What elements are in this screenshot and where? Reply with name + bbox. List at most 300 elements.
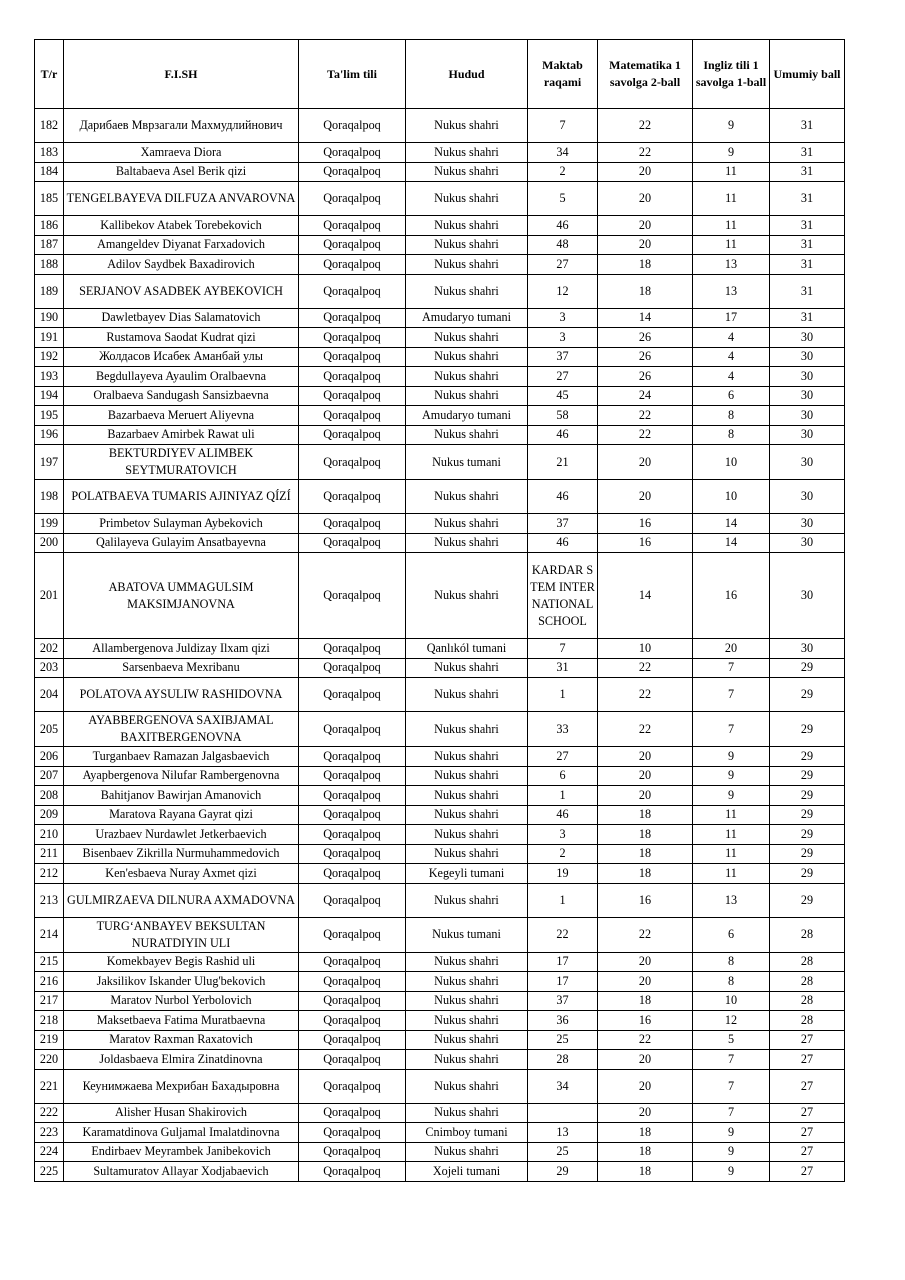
school-cell: 3 — [528, 328, 598, 348]
name-cell: Bazarbaev Amirbek Rawat uli — [64, 425, 299, 445]
total-score-cell: 27 — [770, 1162, 845, 1182]
total-score-cell: 31 — [770, 274, 845, 308]
row-number-cell: 203 — [35, 658, 64, 678]
total-score-cell: 30 — [770, 639, 845, 659]
name-cell: Bisenbaev Zikrilla Nurmuhammedovich — [64, 844, 299, 864]
row-number-cell: 219 — [35, 1030, 64, 1050]
school-cell: 13 — [528, 1123, 598, 1143]
math-score-cell: 18 — [598, 991, 693, 1011]
table-row — [35, 533, 845, 553]
name-cell: Xamraeva Diora — [64, 143, 299, 163]
language-cell: Qoraqalpoq — [299, 182, 406, 216]
table-row — [35, 347, 845, 367]
english-score-cell: 9 — [693, 747, 770, 767]
math-score-cell: 22 — [598, 658, 693, 678]
row-number-cell: 197 — [35, 445, 64, 480]
english-score-cell: 14 — [693, 533, 770, 553]
row-number-cell: 222 — [35, 1103, 64, 1123]
table-row — [35, 1030, 845, 1050]
school-cell: 34 — [528, 143, 598, 163]
english-score-cell: 11 — [693, 844, 770, 864]
total-score-cell: 29 — [770, 883, 845, 917]
english-score-cell: 8 — [693, 952, 770, 972]
school-cell: 37 — [528, 514, 598, 534]
table-row — [35, 328, 845, 348]
english-score-cell: 13 — [693, 255, 770, 275]
language-cell: Qoraqalpoq — [299, 235, 406, 255]
table-row — [35, 972, 845, 992]
name-cell: Jaksilikov Iskander Ulug'bekovich — [64, 972, 299, 992]
language-cell: Qoraqalpoq — [299, 425, 406, 445]
row-number-cell: 210 — [35, 825, 64, 845]
math-score-cell: 18 — [598, 864, 693, 884]
language-cell: Qoraqalpoq — [299, 952, 406, 972]
english-score-cell: 12 — [693, 1011, 770, 1031]
school-cell: 27 — [528, 255, 598, 275]
language-cell: Qoraqalpoq — [299, 533, 406, 553]
total-score-cell: 30 — [770, 480, 845, 514]
language-cell: Qoraqalpoq — [299, 162, 406, 182]
table-header — [35, 40, 845, 109]
school-cell: 45 — [528, 386, 598, 406]
table-row — [35, 917, 845, 952]
region-cell: Nukus shahri — [406, 109, 528, 143]
row-number-cell: 195 — [35, 406, 64, 426]
math-score-cell: 18 — [598, 1162, 693, 1182]
total-score-cell: 31 — [770, 255, 845, 275]
total-score-cell: 31 — [770, 182, 845, 216]
table-row — [35, 1103, 845, 1123]
school-cell: 21 — [528, 445, 598, 480]
region-cell: Nukus shahri — [406, 658, 528, 678]
region-cell: Nukus shahri — [406, 786, 528, 806]
english-score-cell: 9 — [693, 1162, 770, 1182]
region-cell: Qanlıkól tumani — [406, 639, 528, 659]
name-cell: TENGELBAYEVA DILFUZA ANVAROVNA — [64, 182, 299, 216]
region-cell: Nukus shahri — [406, 712, 528, 747]
school-cell: 7 — [528, 639, 598, 659]
name-cell: AYABBERGENOVA SAXIBJAMAL BAXITBERGENOVNA — [64, 712, 299, 747]
math-score-cell: 20 — [598, 1050, 693, 1070]
language-cell: Qoraqalpoq — [299, 216, 406, 236]
math-score-cell: 20 — [598, 1069, 693, 1103]
total-score-cell: 28 — [770, 991, 845, 1011]
school-cell: 22 — [528, 917, 598, 952]
table-row — [35, 274, 845, 308]
table-row — [35, 1123, 845, 1143]
region-cell: Xojeli tumani — [406, 1162, 528, 1182]
english-score-cell: 8 — [693, 406, 770, 426]
language-cell: Qoraqalpoq — [299, 1103, 406, 1123]
row-number-cell: 225 — [35, 1162, 64, 1182]
english-score-cell: 7 — [693, 1069, 770, 1103]
row-number-cell: 224 — [35, 1142, 64, 1162]
total-score-cell: 27 — [770, 1103, 845, 1123]
school-cell: 46 — [528, 533, 598, 553]
row-number-cell: 190 — [35, 308, 64, 328]
language-cell: Qoraqalpoq — [299, 972, 406, 992]
language-cell: Qoraqalpoq — [299, 786, 406, 806]
language-cell: Qoraqalpoq — [299, 991, 406, 1011]
english-score-cell: 20 — [693, 639, 770, 659]
table-row — [35, 216, 845, 236]
english-score-cell: 9 — [693, 109, 770, 143]
region-cell: Nukus shahri — [406, 255, 528, 275]
table-row — [35, 367, 845, 387]
language-cell: Qoraqalpoq — [299, 1030, 406, 1050]
name-cell: BEKTURDIYEV ALIMBEK SEYTMURATOVICH — [64, 445, 299, 480]
name-cell: Komekbayev Begis Rashid uli — [64, 952, 299, 972]
total-score-cell: 29 — [770, 864, 845, 884]
row-number-cell: 198 — [35, 480, 64, 514]
math-score-cell: 10 — [598, 639, 693, 659]
language-cell: Qoraqalpoq — [299, 308, 406, 328]
math-score-cell: 24 — [598, 386, 693, 406]
name-cell: Maratov Nurbol Yerbolovich — [64, 991, 299, 1011]
table-row — [35, 844, 845, 864]
region-cell: Nukus shahri — [406, 182, 528, 216]
school-cell: 2 — [528, 162, 598, 182]
english-score-cell: 17 — [693, 308, 770, 328]
language-cell: Qoraqalpoq — [299, 747, 406, 767]
region-cell: Nukus shahri — [406, 805, 528, 825]
region-cell: Nukus shahri — [406, 1069, 528, 1103]
math-score-cell: 22 — [598, 712, 693, 747]
table-row — [35, 639, 845, 659]
school-cell: 31 — [528, 658, 598, 678]
english-score-cell: 11 — [693, 825, 770, 845]
table-row — [35, 182, 845, 216]
english-score-cell: 13 — [693, 883, 770, 917]
total-score-cell: 27 — [770, 1123, 845, 1143]
english-score-cell: 11 — [693, 864, 770, 884]
school-cell: 2 — [528, 844, 598, 864]
row-number-cell: 214 — [35, 917, 64, 952]
region-cell: Nukus shahri — [406, 825, 528, 845]
total-score-cell: 30 — [770, 328, 845, 348]
row-number-cell: 211 — [35, 844, 64, 864]
region-cell: Nukus shahri — [406, 274, 528, 308]
total-score-cell: 31 — [770, 216, 845, 236]
school-cell: 33 — [528, 712, 598, 747]
name-cell: SERJANOV ASADBEK AYBEKOVICH — [64, 274, 299, 308]
region-cell: Nukus shahri — [406, 347, 528, 367]
english-score-cell: 11 — [693, 162, 770, 182]
language-cell: Qoraqalpoq — [299, 328, 406, 348]
table-row — [35, 883, 845, 917]
language-cell: Qoraqalpoq — [299, 712, 406, 747]
row-number-cell: 213 — [35, 883, 64, 917]
row-number-cell: 220 — [35, 1050, 64, 1070]
region-cell: Nukus shahri — [406, 766, 528, 786]
english-score-cell: 4 — [693, 347, 770, 367]
math-score-cell: 14 — [598, 553, 693, 639]
school-cell: 17 — [528, 952, 598, 972]
total-score-cell: 28 — [770, 1011, 845, 1031]
region-cell: Nukus tumani — [406, 917, 528, 952]
math-score-cell: 22 — [598, 406, 693, 426]
name-cell: Endirbaev Meyrambek Janibekovich — [64, 1142, 299, 1162]
total-score-cell: 29 — [770, 786, 845, 806]
language-cell: Qoraqalpoq — [299, 639, 406, 659]
math-score-cell: 20 — [598, 1103, 693, 1123]
english-score-cell: 9 — [693, 1142, 770, 1162]
results-table — [34, 39, 845, 1182]
table-row — [35, 445, 845, 480]
header-tr: T/r — [35, 40, 64, 109]
language-cell: Qoraqalpoq — [299, 514, 406, 534]
school-cell: 28 — [528, 1050, 598, 1070]
school-cell: 1 — [528, 678, 598, 712]
region-cell: Nukus shahri — [406, 991, 528, 1011]
row-number-cell: 218 — [35, 1011, 64, 1031]
school-cell: 6 — [528, 766, 598, 786]
language-cell: Qoraqalpoq — [299, 347, 406, 367]
language-cell: Qoraqalpoq — [299, 917, 406, 952]
table-body — [35, 109, 845, 1182]
school-cell: 3 — [528, 308, 598, 328]
school-cell: KARDAR STEM INTERNATIONAL SCHOOL — [528, 553, 598, 639]
total-score-cell: 31 — [770, 162, 845, 182]
name-cell: Baltabaeva Asel Berik qizi — [64, 162, 299, 182]
region-cell: Nukus shahri — [406, 143, 528, 163]
row-number-cell: 207 — [35, 766, 64, 786]
math-score-cell: 22 — [598, 109, 693, 143]
name-cell: ABATOVA UMMAGULSIM MAKSIMJANOVNA — [64, 553, 299, 639]
table-row — [35, 1011, 845, 1031]
region-cell: Nukus shahri — [406, 747, 528, 767]
total-score-cell: 30 — [770, 406, 845, 426]
name-cell: Ayapbergenova Nilufar Rambergenovna — [64, 766, 299, 786]
language-cell: Qoraqalpoq — [299, 1050, 406, 1070]
row-number-cell: 187 — [35, 235, 64, 255]
total-score-cell: 28 — [770, 917, 845, 952]
english-score-cell: 9 — [693, 786, 770, 806]
region-cell: Amudaryo tumani — [406, 406, 528, 426]
language-cell: Qoraqalpoq — [299, 445, 406, 480]
total-score-cell: 30 — [770, 514, 845, 534]
school-cell: 25 — [528, 1030, 598, 1050]
region-cell: Nukus shahri — [406, 1142, 528, 1162]
header-lang: Ta'lim tili — [299, 40, 406, 109]
math-score-cell: 20 — [598, 216, 693, 236]
table-row — [35, 864, 845, 884]
row-number-cell: 206 — [35, 747, 64, 767]
math-score-cell: 20 — [598, 445, 693, 480]
english-score-cell: 7 — [693, 658, 770, 678]
school-cell: 25 — [528, 1142, 598, 1162]
school-cell: 36 — [528, 1011, 598, 1031]
region-cell: Nukus shahri — [406, 328, 528, 348]
english-score-cell: 4 — [693, 328, 770, 348]
total-score-cell: 31 — [770, 143, 845, 163]
row-number-cell: 182 — [35, 109, 64, 143]
region-cell: Nukus shahri — [406, 952, 528, 972]
name-cell: Ken'esbaeva Nuray Axmet qizi — [64, 864, 299, 884]
name-cell: Sultamuratov Allayar Xodjabaevich — [64, 1162, 299, 1182]
region-cell: Nukus shahri — [406, 480, 528, 514]
total-score-cell: 28 — [770, 952, 845, 972]
name-cell: Turganbaev Ramazan Jalgasbaevich — [64, 747, 299, 767]
total-score-cell: 27 — [770, 1069, 845, 1103]
math-score-cell: 26 — [598, 347, 693, 367]
name-cell: Maratova Rayana Gayrat qizi — [64, 805, 299, 825]
language-cell: Qoraqalpoq — [299, 883, 406, 917]
name-cell: POLATOVA AYSULIW RASHIDOVNA — [64, 678, 299, 712]
name-cell: Adilov Saydbek Baxadirovich — [64, 255, 299, 275]
language-cell: Qoraqalpoq — [299, 1123, 406, 1143]
school-cell: 34 — [528, 1069, 598, 1103]
name-cell: Maksetbaeva Fatima Muratbaevna — [64, 1011, 299, 1031]
row-number-cell: 189 — [35, 274, 64, 308]
language-cell: Qoraqalpoq — [299, 766, 406, 786]
region-cell: Cnimboy tumani — [406, 1123, 528, 1143]
language-cell: Qoraqalpoq — [299, 1142, 406, 1162]
name-cell: Karamatdinova Guljamal Imalatdinovna — [64, 1123, 299, 1143]
total-score-cell: 30 — [770, 347, 845, 367]
math-score-cell: 20 — [598, 972, 693, 992]
row-number-cell: 194 — [35, 386, 64, 406]
name-cell: Жолдасов Исабек Аманбай улы — [64, 347, 299, 367]
row-number-cell: 205 — [35, 712, 64, 747]
school-cell: 29 — [528, 1162, 598, 1182]
region-cell: Nukus shahri — [406, 972, 528, 992]
region-cell: Nukus shahri — [406, 367, 528, 387]
row-number-cell: 199 — [35, 514, 64, 534]
name-cell: Qalilayeva Gulayim Ansatbayevna — [64, 533, 299, 553]
english-score-cell: 5 — [693, 1030, 770, 1050]
language-cell: Qoraqalpoq — [299, 274, 406, 308]
table-row — [35, 162, 845, 182]
table-row — [35, 1069, 845, 1103]
math-score-cell: 16 — [598, 533, 693, 553]
english-score-cell: 6 — [693, 386, 770, 406]
school-cell: 46 — [528, 216, 598, 236]
school-cell: 46 — [528, 480, 598, 514]
math-score-cell: 20 — [598, 952, 693, 972]
region-cell: Nukus shahri — [406, 162, 528, 182]
school-cell — [528, 1103, 598, 1123]
math-score-cell: 22 — [598, 917, 693, 952]
school-cell: 58 — [528, 406, 598, 426]
language-cell: Qoraqalpoq — [299, 658, 406, 678]
english-score-cell: 7 — [693, 678, 770, 712]
total-score-cell: 27 — [770, 1050, 845, 1070]
region-cell: Nukus shahri — [406, 425, 528, 445]
name-cell: Kallibekov Atabek Torebekovich — [64, 216, 299, 236]
math-score-cell: 16 — [598, 883, 693, 917]
header-school: Maktab raqami — [528, 40, 598, 109]
school-cell: 12 — [528, 274, 598, 308]
math-score-cell: 20 — [598, 786, 693, 806]
language-cell: Qoraqalpoq — [299, 480, 406, 514]
english-score-cell: 10 — [693, 445, 770, 480]
english-score-cell: 11 — [693, 216, 770, 236]
total-score-cell: 31 — [770, 235, 845, 255]
row-number-cell: 188 — [35, 255, 64, 275]
school-cell: 5 — [528, 182, 598, 216]
table-row — [35, 991, 845, 1011]
school-cell: 1 — [528, 883, 598, 917]
math-score-cell: 16 — [598, 1011, 693, 1031]
math-score-cell: 18 — [598, 274, 693, 308]
name-cell: Sarsenbaeva Mexribanu — [64, 658, 299, 678]
math-score-cell: 22 — [598, 1030, 693, 1050]
header-fish: F.I.SH — [64, 40, 299, 109]
name-cell: POLATBAEVA TUMARIS AJINIYAZ QÍZÍ — [64, 480, 299, 514]
table-row — [35, 235, 845, 255]
row-number-cell: 183 — [35, 143, 64, 163]
total-score-cell: 30 — [770, 553, 845, 639]
math-score-cell: 20 — [598, 162, 693, 182]
header-row — [35, 40, 845, 109]
name-cell: Oralbaeva Sandugash Sansizbaevna — [64, 386, 299, 406]
english-score-cell: 9 — [693, 1123, 770, 1143]
table-row — [35, 825, 845, 845]
total-score-cell: 29 — [770, 805, 845, 825]
language-cell: Qoraqalpoq — [299, 1069, 406, 1103]
math-score-cell: 20 — [598, 235, 693, 255]
total-score-cell: 29 — [770, 658, 845, 678]
english-score-cell: 6 — [693, 917, 770, 952]
region-cell: Nukus shahri — [406, 1011, 528, 1031]
total-score-cell: 30 — [770, 445, 845, 480]
school-cell: 27 — [528, 367, 598, 387]
english-score-cell: 16 — [693, 553, 770, 639]
region-cell: Nukus shahri — [406, 235, 528, 255]
table-row — [35, 766, 845, 786]
math-score-cell: 16 — [598, 514, 693, 534]
language-cell: Qoraqalpoq — [299, 844, 406, 864]
english-score-cell: 9 — [693, 766, 770, 786]
row-number-cell: 191 — [35, 328, 64, 348]
math-score-cell: 20 — [598, 480, 693, 514]
row-number-cell: 193 — [35, 367, 64, 387]
english-score-cell: 7 — [693, 1050, 770, 1070]
english-score-cell: 8 — [693, 972, 770, 992]
english-score-cell: 7 — [693, 1103, 770, 1123]
math-score-cell: 18 — [598, 1123, 693, 1143]
english-score-cell: 11 — [693, 805, 770, 825]
english-score-cell: 7 — [693, 712, 770, 747]
school-cell: 37 — [528, 991, 598, 1011]
name-cell: Maratov Raxman Raxatovich — [64, 1030, 299, 1050]
row-number-cell: 196 — [35, 425, 64, 445]
table-row — [35, 109, 845, 143]
math-score-cell: 18 — [598, 1142, 693, 1162]
language-cell: Qoraqalpoq — [299, 255, 406, 275]
school-cell: 27 — [528, 747, 598, 767]
row-number-cell: 221 — [35, 1069, 64, 1103]
name-cell: Joldasbaeva Elmira Zinatdinovna — [64, 1050, 299, 1070]
row-number-cell: 186 — [35, 216, 64, 236]
region-cell: Kegeyli tumani — [406, 864, 528, 884]
region-cell: Nukus shahri — [406, 553, 528, 639]
row-number-cell: 202 — [35, 639, 64, 659]
school-cell: 17 — [528, 972, 598, 992]
total-score-cell: 29 — [770, 844, 845, 864]
table-row — [35, 747, 845, 767]
school-cell: 46 — [528, 805, 598, 825]
language-cell: Qoraqalpoq — [299, 825, 406, 845]
english-score-cell: 10 — [693, 991, 770, 1011]
table-row — [35, 406, 845, 426]
name-cell: Primbetov Sulayman Aybekovich — [64, 514, 299, 534]
table-row — [35, 1142, 845, 1162]
total-score-cell: 28 — [770, 972, 845, 992]
header-english: Ingliz tili 1 savolga 1-ball — [693, 40, 770, 109]
math-score-cell: 20 — [598, 747, 693, 767]
